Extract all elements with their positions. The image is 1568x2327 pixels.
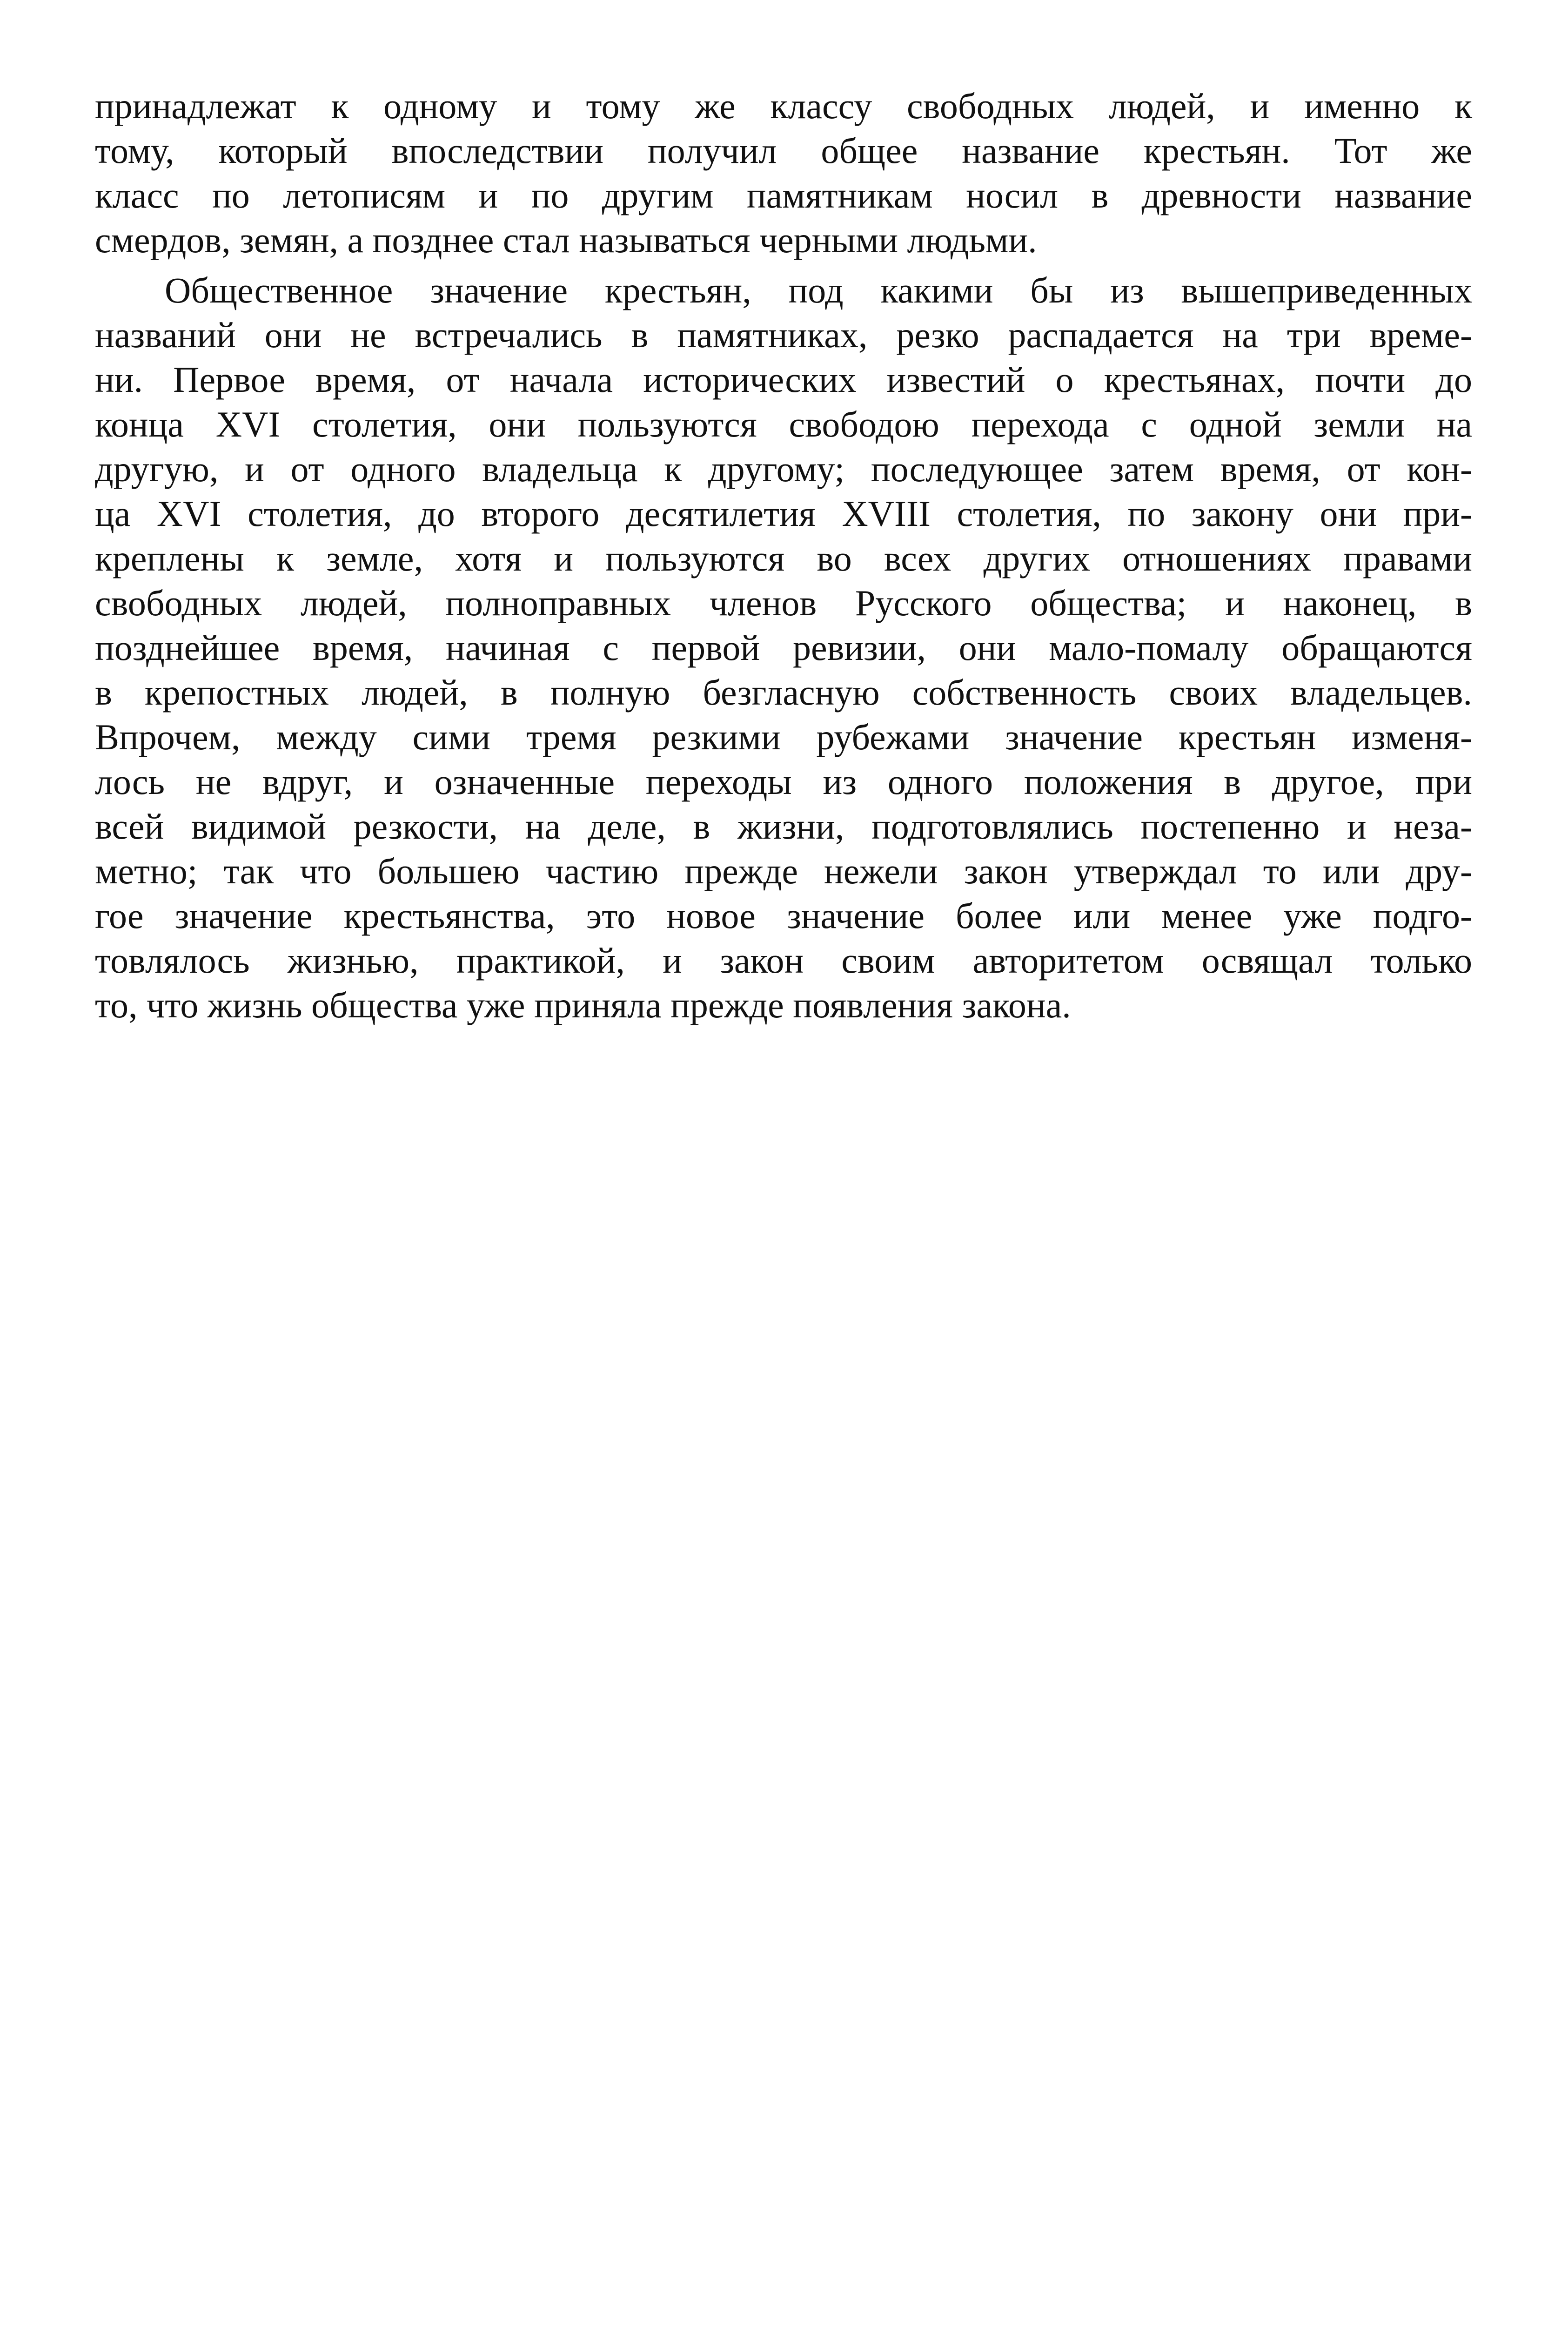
- text-line: товлялось жизнью, практикой, и закон своим авторитетом освящал только: [95, 940, 1472, 981]
- text-line: свободных людей, полноправных членов Русского общества; и наконец, в: [95, 583, 1472, 623]
- text-line: метно; так что большею частию прежде нежели закон утверждал то или дру-: [95, 851, 1472, 891]
- text-line: ни. Первое время, от начала исторических известий о крестьянах, почти до: [95, 359, 1472, 400]
- paragraph-2: [95, 268, 1472, 1028]
- text-line: то, что жизнь общества уже приняла прежде появления закона.: [95, 985, 1071, 1025]
- text-line: лось не вдруг, и означенные переходы из одного положения в другое, при: [95, 761, 1472, 802]
- text-line: гое значение крестьянства, это новое значение более или менее уже подго-: [95, 895, 1472, 936]
- text-line: Общественное значение крестьян, под какими бы из вышеприведенных: [165, 270, 1472, 310]
- text-line: ца XVI столетия, до второго десятилетия XVIII столетия, по закону они при-: [95, 493, 1472, 534]
- text-line: другую, и от одного владельца к другому; последующее затем время, от кон-: [95, 449, 1472, 489]
- text-line: Впрочем, между сими тремя резкими рубежами значение крестьян изменя-: [95, 717, 1472, 757]
- body-text: [95, 84, 1472, 1028]
- text-line: класс по летописям и по другим памятникам носил в древности название: [95, 175, 1472, 215]
- text-line: тому, который впоследствии получил общее название крестьян. Тот же: [95, 130, 1472, 171]
- text-line: позднейшее время, начиная с первой ревизии, они мало-помалу обращаются: [95, 627, 1472, 668]
- text-line: в крепостных людей, в полную безгласную собственность своих владельцев.: [95, 672, 1472, 713]
- text-line: всей видимой резкости, на деле, в жизни, подготовлялись постепенно и неза-: [95, 806, 1472, 847]
- text-line: принадлежат к одному и тому же классу свободных людей, и именно к: [95, 86, 1472, 126]
- text-line: креплены к земле, хотя и пользуются во всех других отношениях правами: [95, 538, 1472, 578]
- text-line: конца XVI столетия, они пользуются свободою перехода с одной земли на: [95, 404, 1472, 444]
- text-line: названий они не встречались в памятниках, резко распадается на три време-: [95, 315, 1472, 355]
- paragraph-1: [95, 84, 1472, 262]
- text-line: смердов, земян, а позднее стал называться черными людьми.: [95, 220, 1037, 260]
